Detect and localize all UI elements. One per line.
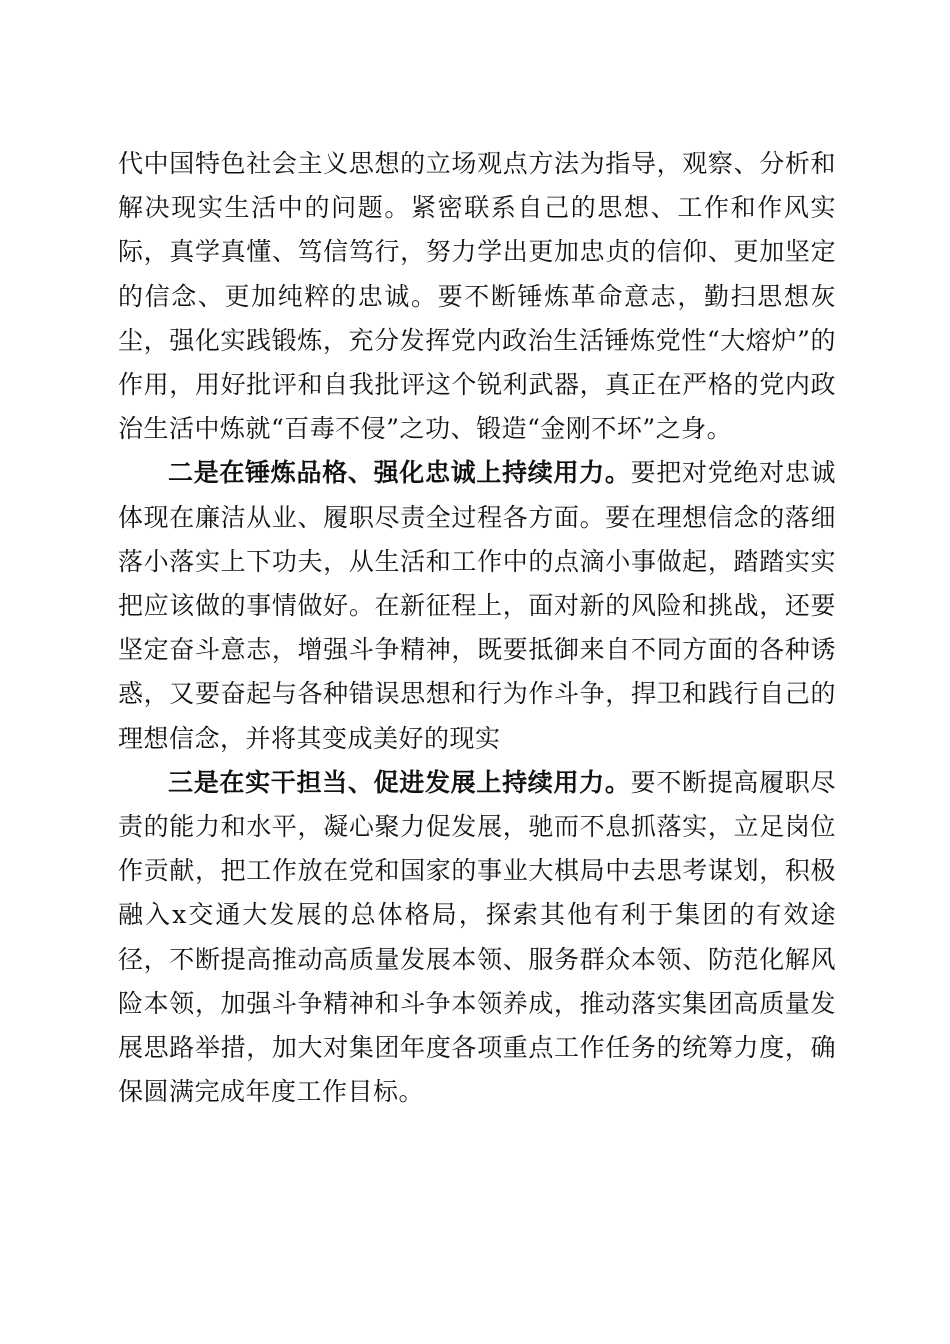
paragraph-3-lead: 三是在实干担当、促进发展上持续用力。 [168,767,631,797]
paragraph-2-lead: 二是在锤炼品格、强化忠诚上持续用力。 [168,458,631,488]
paragraph-1-text: 代中国特色社会主义思想的立场观点方法为指导，观察、分析和解决现实生活中的问题。紧密联系自己的思想、工作和作风实际，真学真懂、笃信笃行，努力学出更加忠贞的信仰、更加坚定的信念、更加纯粹的忠诚。要不断锤炼革命意志，勤扫思想灰尘，强化实践锻炼，充分发挥党内政治生活锤炼党性“大熔炉”的作用，用好批评和自我批评这个锐利武器，真正在严格的党内政治生活中炼就“百毒不侵”之功、锻造“金刚不坏”之身。 [118,149,836,444]
document-body [118,142,836,1114]
paragraph-3 [118,761,836,1115]
paragraph-3-text: 要不断提高履职尽责的能力和水平，凝心聚力促发展，驰而不息抓落实，立足岗位作贡献，把工作放在党和国家的事业大棋局中去思考谋划，积极融入x交通大发展的总体格局，探索其他有利于集团的有效途径，不断提高推动高质量发展本领、服务群众本领、防范化解风险本领，加强斗争精神和斗争本领养成，推动落实集团高质量发展思路举措，加大对集团年度各项重点工作任务的统筹力度，确保圆满完成年度工作目标。 [118,767,836,1107]
paragraph-1 [118,142,836,451]
paragraph-2 [118,451,836,760]
paragraph-2-text: 要把对党绝对忠诚体现在廉洁从业、履职尽责全过程各方面。要在理想信念的落细落小落实上下功夫，从生活和工作中的点滴小事做起，踏踏实实把应该做的事情做好。在新征程上，面对新的风险和挑战，还要坚定奋斗意志，增强斗争精神，既要抵御来自不同方面的各种诱惑，又要奋起与各种错误思想和行为作斗争，捍卫和践行自己的理想信念，并将其变成美好的现实 [118,458,836,753]
